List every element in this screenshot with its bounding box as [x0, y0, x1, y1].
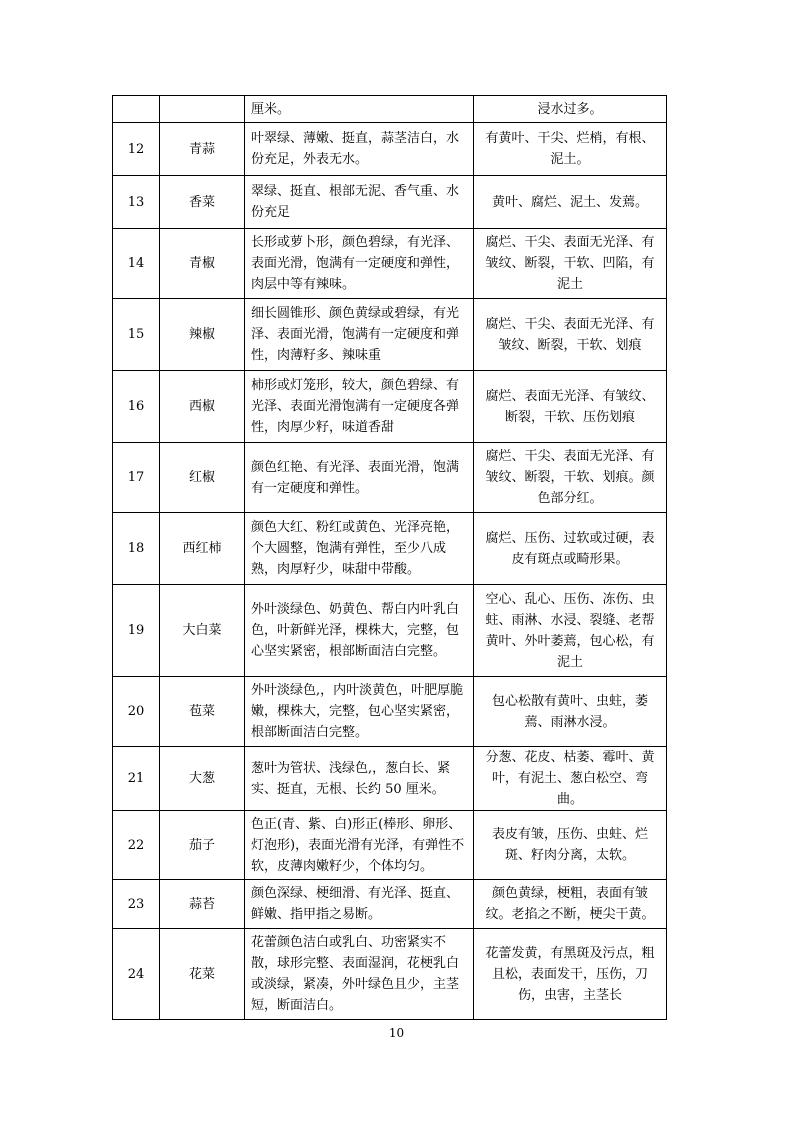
defect-criteria: 花蕾发黄，有黑斑及污点，粗且松，表面发干，压伤，刀伤，虫害，主茎长	[474, 929, 667, 1020]
vegetable-name: 花菜	[160, 929, 245, 1020]
quality-criteria: 长形或萝卜形，颜色碧绿，有光泽、表面光滑，饱满有一定硬度和弹性，肉层中等有辣味。	[245, 229, 474, 299]
defect-criteria: 颜色黄绿，梗粗，表面有皱纹。老掐之不断，梗尖干黄。	[474, 880, 667, 929]
quality-criteria: 颜色红艳、有光泽、表面光滑，饱满有一定硬度和弹性。	[245, 443, 474, 513]
quality-criteria: 翠绿、挺直、根部无泥、香气重、水份充足	[245, 176, 474, 229]
quality-criteria: 外叶淡绿色、奶黄色、帮白内叶乳白色，叶新鲜光泽，棵株大，完整，包心坚实紧密，根部断面洁白完整。	[245, 585, 474, 677]
row-number: 23	[113, 880, 160, 929]
table-row	[113, 96, 667, 123]
row-number: 14	[113, 229, 160, 299]
defect-criteria: 有黄叶、干尖、烂梢，有根、泥土。	[474, 123, 667, 176]
table-row	[113, 371, 667, 443]
vegetable-name: 茄子	[160, 811, 245, 880]
vegetable-name: 青蒜	[160, 123, 245, 176]
table-row	[113, 176, 667, 229]
table-row	[113, 677, 667, 747]
vegetable-name: 苞菜	[160, 677, 245, 747]
quality-criteria: 外叶淡绿色,，内叶淡黄色，叶肥厚脆嫩，棵株大，完整，包心坚实紧密，根部断面洁白完整。	[245, 677, 474, 747]
row-number: 17	[113, 443, 160, 513]
vegetable-name: 大葱	[160, 747, 245, 811]
row-number: 12	[113, 123, 160, 176]
vegetable-name: 大白菜	[160, 585, 245, 677]
defect-criteria: 分葱、花皮、枯萎、霉叶、黄叶，有泥土、葱白松空、弯曲。	[474, 747, 667, 811]
quality-criteria: 细长圆锥形、颜色黄绿或碧绿，有光泽、表面光滑，饱满有一定硬度和弹性，肉薄籽多、辣味重	[245, 299, 474, 371]
row-number: 13	[113, 176, 160, 229]
quality-criteria: 颜色深绿、梗细滑、有光泽、挺直、鲜嫩、指甲指之易断。	[245, 880, 474, 929]
quality-criteria: 花蕾颜色洁白或乳白、功密紧实不散，球形完整、表面湿润，花梗乳白或淡绿，紧凑，外叶绿色且少，主茎短，断面洁白。	[245, 929, 474, 1020]
defect-criteria: 腐烂、表面无光泽、有皱纹、断裂，干软、压伤划痕	[474, 371, 667, 443]
quality-criteria: 柿形或灯笼形，较大，颜色碧绿、有光泽、表面光滑饱满有一定硬度各弹性，肉厚少籽，味道香甜	[245, 371, 474, 443]
quality-criteria: 厘米。	[245, 96, 474, 123]
table-row	[113, 811, 667, 880]
quality-criteria: 颜色大红、粉红或黄色、光泽亮艳，个大圆整，饱满有弹性，至少八成熟，肉厚籽少，味甜中带酸。	[245, 513, 474, 585]
table-row	[113, 513, 667, 585]
table-row	[113, 443, 667, 513]
defect-criteria: 空心、乱心、压伤、冻伤、虫蛀、雨淋、水浸、裂缝、老帮黄叶、外叶萎蔫，包心松，有泥土	[474, 585, 667, 677]
row-number: 19	[113, 585, 160, 677]
defect-criteria: 表皮有皱，压伤、虫蛀、烂斑、籽肉分离，太软。	[474, 811, 667, 880]
row-number: 20	[113, 677, 160, 747]
vegetable-name: 西椒	[160, 371, 245, 443]
table-row	[113, 299, 667, 371]
defect-criteria: 黄叶、腐烂、泥土、发蔫。	[474, 176, 667, 229]
row-number: 21	[113, 747, 160, 811]
vegetable-name: 辣椒	[160, 299, 245, 371]
defect-criteria: 腐烂、干尖、表面无光泽、有皱纹、断裂，干软、划痕。颜色部分红。	[474, 443, 667, 513]
vegetable-name	[160, 96, 245, 123]
page-number: 10	[388, 1026, 405, 1040]
defect-criteria: 腐烂、干尖、表面无光泽、有皱纹、断裂，干软、凹陷，有泥土	[474, 229, 667, 299]
row-number: 18	[113, 513, 160, 585]
table-row	[113, 929, 667, 1020]
quality-criteria: 葱叶为管状、浅绿色,，葱白长、紧实、挺直，无根、长约 50 厘米。	[245, 747, 474, 811]
row-number: 15	[113, 299, 160, 371]
table-row	[113, 747, 667, 811]
row-number	[113, 96, 160, 123]
table-row	[113, 229, 667, 299]
defect-criteria: 浸水过多。	[474, 96, 667, 123]
defect-criteria: 腐烂、干尖、表面无光泽、有皱纹、断裂，干软、划痕	[474, 299, 667, 371]
vegetable-quality-table	[112, 95, 667, 1020]
vegetable-name: 西红柿	[160, 513, 245, 585]
defect-criteria: 腐烂、压伤、过软或过硬，表皮有斑点或畸形果。	[474, 513, 667, 585]
row-number: 22	[113, 811, 160, 880]
table-row	[113, 880, 667, 929]
vegetable-name: 香菜	[160, 176, 245, 229]
table-row	[113, 123, 667, 176]
table-row	[113, 585, 667, 677]
quality-criteria: 色正(青、紫、白)形正(棒形、卵形、灯泡形)，表面光滑有光泽，有弹性不软，皮薄肉嫩籽少，个体均匀。	[245, 811, 474, 880]
row-number: 16	[113, 371, 160, 443]
vegetable-name: 蒜苔	[160, 880, 245, 929]
quality-criteria: 叶翠绿、薄嫩、挺直，蒜茎洁白，水份充足，外表无水。	[245, 123, 474, 176]
vegetable-name: 红椒	[160, 443, 245, 513]
defect-criteria: 包心松散有黄叶、虫蛀，萎蔫、雨淋水浸。	[474, 677, 667, 747]
row-number: 24	[113, 929, 160, 1020]
vegetable-name: 青椒	[160, 229, 245, 299]
